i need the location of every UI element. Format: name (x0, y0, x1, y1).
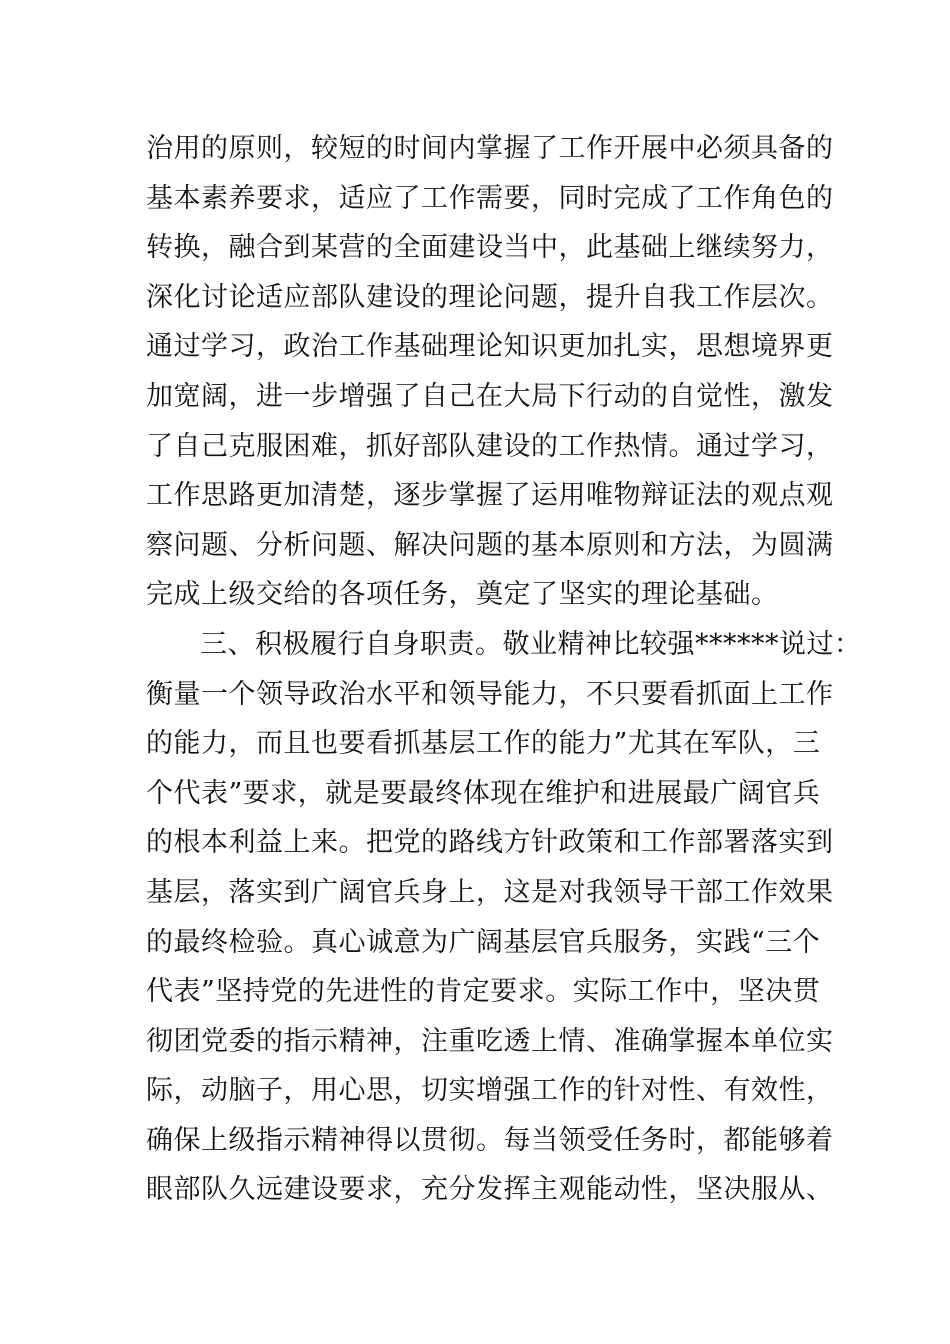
text-line: 的根本利益上来。把党的路线方针政策和工作部署落实到 (146, 827, 834, 859)
text-line: 基本素养要求，适应了工作需要，同时完成了工作角色的 (146, 182, 834, 214)
text-line: 际，动脑子，用心思，切实增强工作的针对性、有效性， (146, 1075, 834, 1107)
text-line: 转换，融合到某营的全面建设当中，此基础上继续努力， (146, 232, 834, 264)
text-line: 察问题、分析问题、解决问题的基本原则和方法，为圆满 (146, 529, 834, 561)
section-heading-line: 三、积极履行自身职责。敬业精神比较强******说过： (200, 628, 862, 660)
text-line: 工作思路更加清楚，逐步掌握了运用唯物辩证法的观点观 (146, 480, 834, 512)
text-line: 衡量一个领导政治水平和领导能力，不只要看抓面上工作 (146, 678, 834, 710)
text-line: 加宽阔，进一步增强了自己在大局下行动的自觉性，激发 (146, 380, 834, 412)
text-line: 眼部队久远建设要求，充分发挥主观能动性，坚决服从、 (146, 1174, 834, 1206)
body-text (146, 124, 862, 1215)
text-line: 通过学习，政治工作基础理论知识更加扎实，思想境界更 (146, 331, 834, 363)
text-line: 的能力，而且也要看抓基层工作的能力”尤其在军队，三 (146, 728, 821, 760)
text-line: 代表”坚持党的先进性的肯定要求。实际工作中，坚决贯 (146, 976, 821, 1008)
text-line: 确保上级指示精神得以贯彻。每当领受任务时，都能够着 (146, 1124, 834, 1156)
text-line: 的最终检验。真心诚意为广阔基层官兵服务，实践“三个 (146, 926, 821, 958)
text-line: 个代表”要求，就是要最终体现在维护和进展最广阔官兵 (146, 777, 821, 809)
text-line: 彻团党委的指示精神，注重吃透上情、准确掌握本单位实 (146, 1025, 834, 1057)
text-line: 了自己克服困难，抓好部队建设的工作热情。通过学习， (146, 430, 834, 462)
text-line: 基层，落实到广阔官兵身上，这是对我领导干部工作效果 (146, 876, 834, 908)
text-line: 完成上级交给的各项任务，奠定了坚实的理论基础。 (146, 579, 779, 611)
text-line: 深化讨论适应部队建设的理论问题，提升自我工作层次。 (146, 281, 834, 313)
text-line: 治用的原则，较短的时间内掌握了工作开展中必须具备的 (146, 133, 834, 164)
